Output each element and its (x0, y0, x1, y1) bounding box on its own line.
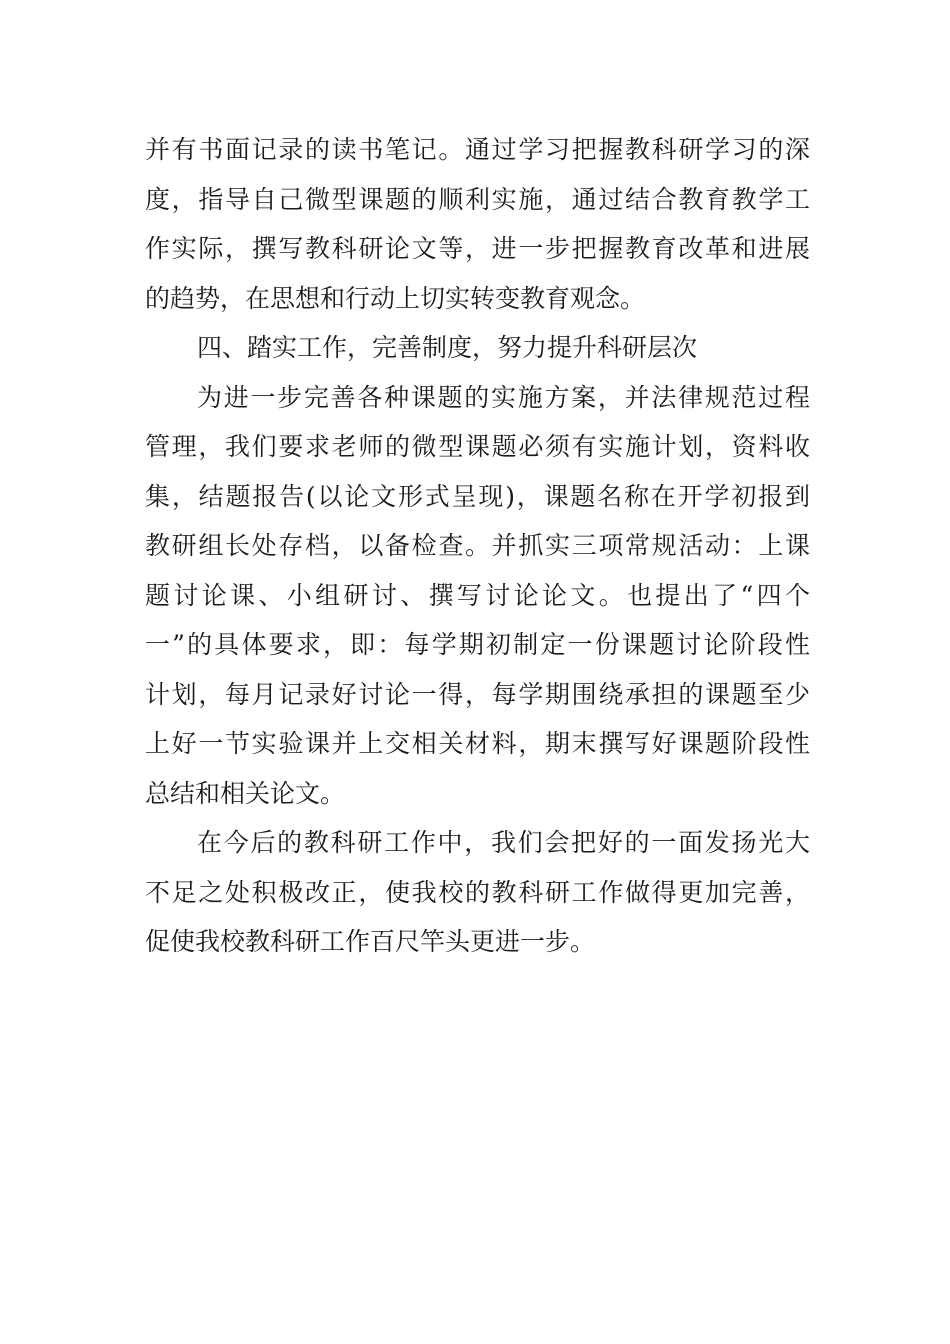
paragraph-1 (145, 125, 810, 323)
paragraph-2 (145, 373, 810, 819)
section-heading: 四、踏实工作，完善制度，努力提升科研层次 (197, 333, 698, 362)
paragraph-line: 一”的具体要求，即：每学期初制定一份课题讨论阶段性 (145, 630, 810, 659)
paragraph-line: 教研组长处存档，以备检查。并抓实三项常规活动：上课 (145, 531, 810, 560)
paragraph-line: 作实际，撰写教科研论文等，进一步把握教育改革和进展 (145, 234, 810, 263)
document-body (145, 125, 810, 967)
paragraph-line: 计划，每月记录好讨论一得，每学期围绕承担的课题至少 (145, 679, 810, 709)
paragraph-line: 的趋势，在思想和行动上切实转变教育观念。 (145, 283, 646, 313)
paragraph-line: 集，结题报告(以论文形式呈现)，课题名称在开学初报到 (145, 481, 810, 511)
paragraph-line: 促使我校教科研工作百尺竿头更进一步。 (145, 927, 596, 956)
paragraph-line: 为进一步完善各种课题的实施方案，并法律规范过程 (197, 382, 810, 412)
paragraph-line: 不足之处积极改正，使我校的教科研工作做得更加完善， (145, 877, 810, 907)
paragraph-line: 并有书面记录的读书笔记。通过学习把握教科研学习的深 (145, 135, 810, 164)
paragraph-line: 管理，我们要求老师的微型课题必须有实施计划，资料收 (145, 432, 810, 461)
paragraph-line: 总结和相关论文。 (145, 778, 346, 808)
paragraph-line: 上好一节实验课并上交相关材料，期末撰写好课题阶段性 (145, 729, 810, 758)
paragraph-line: 在今后的教科研工作中，我们会把好的一面发扬光大 (197, 828, 810, 857)
paragraph-line: 题讨论课、小组研讨、撰写讨论论文。也提出了“四个 (145, 580, 810, 610)
paragraph-line: 度，指导自己微型课题的顺利实施，通过结合教育教学工 (145, 184, 810, 214)
paragraph-3 (145, 818, 810, 967)
